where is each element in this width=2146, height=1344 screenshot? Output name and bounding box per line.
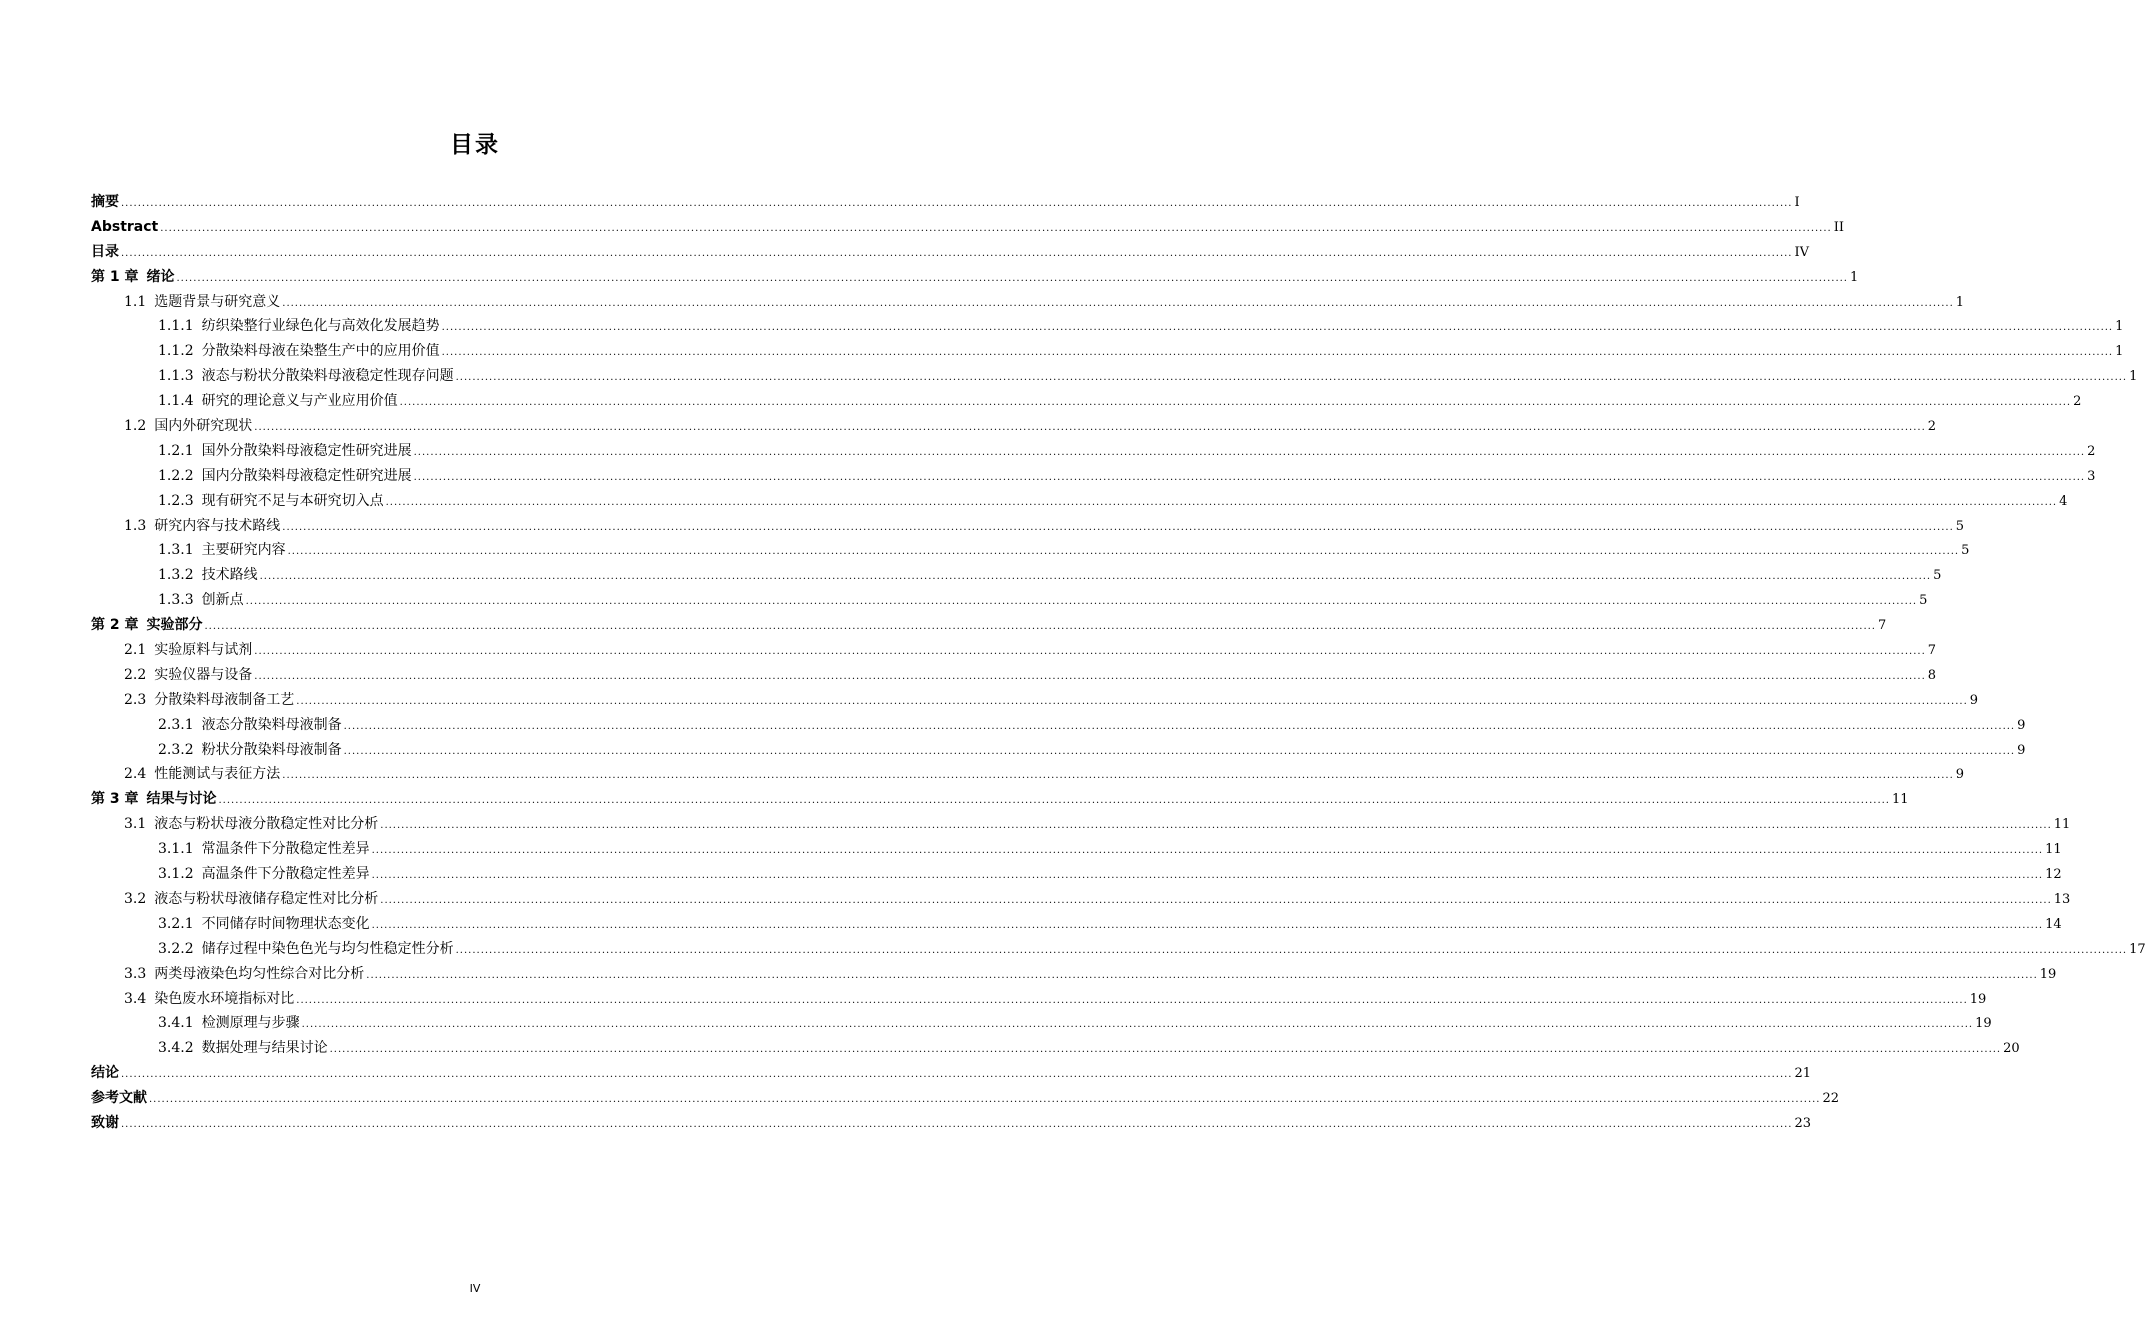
toc-entry-page: 9 (1969, 692, 1979, 708)
toc-dot-leader: ................................................................................................................................................................................................................................................................................................................................................................................................................ (259, 571, 1932, 583)
toc-dot-leader: ................................................................................................................................................................................................................................................................................................................................................................................................................ (254, 422, 1926, 434)
toc-entry-text: 纺织染整行业绿色化与高效化发展趋势 (201, 318, 440, 335)
toc-entry[interactable] (91, 762, 1965, 787)
toc-entry-page: 7 (1927, 643, 1937, 659)
toc-entry-number: 1.1 (124, 293, 147, 310)
toc-entry-page: 5 (1933, 568, 1942, 584)
toc-entry[interactable] (91, 190, 1800, 215)
toc-entry[interactable] (91, 439, 2096, 464)
toc-dot-leader: ................................................................................................................................................................................................................................................................................................................................................................................................................ (121, 1069, 1793, 1081)
toc-entry-text: 研究内容与技术路线 (154, 517, 281, 534)
toc-entry-page: 8 (1927, 667, 1937, 683)
toc-entry-page: 19 (1975, 1016, 1992, 1032)
toc-entry[interactable] (91, 1036, 2020, 1061)
toc-entry-text: 摘要 (91, 194, 119, 210)
page-number: IV (469, 1282, 481, 1295)
toc-entry-number: 3.1.1 (158, 841, 194, 858)
toc-entry-text: 分散染料母液在染整生产中的应用价值 (201, 343, 440, 360)
toc-entry-number: 2.3 (124, 691, 147, 708)
toc-entry-page: 11 (2053, 817, 2071, 833)
toc-dot-leader: ................................................................................................................................................................................................................................................................................................................................................................................................................ (149, 1094, 1821, 1106)
toc-entry-number: 1.1.3 (158, 368, 194, 385)
toc-entry[interactable] (91, 987, 1987, 1012)
toc-entry-page: 3 (2087, 468, 2096, 484)
toc-entry-text: Abstract (91, 218, 159, 235)
toc-entry-number: 1.2.2 (158, 467, 194, 484)
toc-entry[interactable] (91, 563, 1942, 588)
toc-dot-leader: ................................................................................................................................................................................................................................................................................................................................................................................................................ (441, 347, 2114, 359)
toc-entry-title (158, 339, 440, 364)
toc-entry[interactable] (91, 937, 2146, 962)
toc-entry-title (91, 215, 158, 240)
toc-entry-number: 3.1.2 (158, 866, 194, 883)
toc-entry-number: 2.4 (124, 766, 147, 783)
toc-entry-text: 结果与讨论 (146, 791, 217, 808)
toc-entry-number: 2.3.1 (158, 716, 194, 733)
toc-entry-title (124, 414, 252, 439)
toc-entry-number: 2.2 (124, 666, 147, 683)
toc-entry-text: 技术路线 (201, 567, 258, 584)
toc-entry-page: 22 (1822, 1091, 1840, 1107)
toc-entry-title (158, 464, 412, 489)
toc-entry-title (158, 837, 370, 862)
toc-entry-page: 1 (2115, 344, 2124, 360)
toc-dot-leader: ................................................................................................................................................................................................................................................................................................................................................................................................................ (343, 745, 2016, 757)
toc-entry[interactable] (91, 389, 2082, 414)
toc-entry[interactable] (91, 314, 2124, 339)
toc-entry-page: 9 (1955, 767, 1965, 783)
toc-entry[interactable] (91, 464, 2096, 489)
toc-entry-page: 5 (1961, 543, 1970, 559)
toc-entry-text: 选题背景与研究意义 (154, 293, 281, 310)
toc-entry[interactable] (91, 240, 1810, 265)
toc-dot-leader: ................................................................................................................................................................................................................................................................................................................................................................................................................ (385, 496, 2058, 508)
toc-entry-page: 5 (1919, 593, 1928, 609)
toc-entry-page: I (1794, 195, 1800, 210)
toc-dot-leader: ................................................................................................................................................................................................................................................................................................................................................................................................................ (121, 247, 1793, 259)
toc-entry-title (158, 1011, 300, 1036)
toc-entry-title (124, 688, 294, 713)
toc-entry[interactable] (91, 215, 1844, 240)
toc-entry-page: 20 (2003, 1041, 2020, 1057)
toc-entry[interactable] (91, 1011, 1992, 1036)
toc-entry[interactable] (91, 364, 2138, 389)
toc-entry-text: 结论 (91, 1065, 119, 1082)
toc-entry-title (158, 1036, 328, 1061)
toc-entry-number: 3.2.1 (158, 915, 194, 932)
toc-entry-text: 液态与粉状母液储存稳定性对比分析 (154, 890, 379, 907)
toc-dot-leader: ................................................................................................................................................................................................................................................................................................................................................................................................................ (176, 272, 1848, 284)
toc-entry-text: 现有研究不足与本研究切入点 (201, 492, 384, 509)
toc-entry-text: 染色废水环境指标对比 (154, 990, 295, 1007)
toc-entry-title (124, 887, 378, 912)
toc-dot-leader: ................................................................................................................................................................................................................................................................................................................................................................................................................ (287, 546, 1960, 558)
toc-entry[interactable] (91, 588, 1928, 613)
toc-entry-text: 国外分散染料母液稳定性研究进展 (201, 442, 412, 459)
toc-entry-page: 9 (2017, 742, 2026, 758)
toc-dot-leader: ................................................................................................................................................................................................................................................................................................................................................................................................................ (441, 322, 2114, 334)
toc-entry-page: 1 (2129, 369, 2138, 385)
toc-entry[interactable] (91, 812, 2071, 837)
toc-entry-text: 两类母液染色均匀性综合对比分析 (154, 965, 365, 982)
toc-dot-leader: ................................................................................................................................................................................................................................................................................................................................................................................................................ (301, 1019, 1974, 1031)
toc-entry-page: IV (1794, 244, 1810, 260)
table-of-contents (91, 190, 2146, 1136)
toc-entry-text: 分散染料母液制备工艺 (154, 691, 295, 708)
toc-entry-title (124, 514, 280, 539)
toc-entry[interactable] (91, 638, 1937, 663)
toc-entry-number: 1.1.2 (158, 343, 194, 360)
toc-entry-page: 11 (2045, 842, 2062, 858)
toc-entry-number: 1.3.3 (158, 592, 194, 609)
toc-entry[interactable] (91, 489, 2068, 514)
toc-entry[interactable] (91, 414, 1937, 439)
toc-entry[interactable] (91, 613, 1887, 638)
toc-entry-title (124, 290, 280, 315)
toc-entry-page: 19 (2039, 966, 2057, 982)
toc-dot-leader: ................................................................................................................................................................................................................................................................................................................................................................................................................ (399, 397, 2072, 409)
toc-entry-page: 1 (1955, 294, 1965, 310)
toc-entry-number: 2.1 (124, 642, 147, 659)
toc-entry-number: 第 3 章 (91, 791, 139, 808)
toc-entry-text: 液态与粉状母液分散稳定性对比分析 (154, 816, 379, 833)
toc-entry[interactable] (91, 887, 2071, 912)
toc-entry-number: 3.4.2 (158, 1040, 194, 1057)
toc-entry-title (158, 713, 342, 738)
toc-entry-number: 3.4.1 (158, 1015, 194, 1032)
toc-entry-text: 性能测试与表征方法 (154, 766, 281, 783)
toc-dot-leader: ................................................................................................................................................................................................................................................................................................................................................................................................................ (254, 670, 1926, 682)
toc-entry[interactable] (91, 912, 2062, 937)
toc-entry-text: 数据处理与结果讨论 (201, 1040, 328, 1057)
toc-entry-text: 检测原理与步骤 (201, 1015, 300, 1032)
toc-entry-title (91, 1086, 147, 1111)
toc-entry-title (158, 588, 244, 613)
toc-entry-title (158, 489, 384, 514)
toc-entry-page: 5 (1955, 518, 1965, 534)
toc-entry-text: 储存过程中染色色光与均匀性稳定性分析 (201, 940, 454, 957)
toc-dot-leader: ................................................................................................................................................................................................................................................................................................................................................................................................................ (343, 720, 2016, 732)
toc-dot-leader: ................................................................................................................................................................................................................................................................................................................................................................................................................ (371, 870, 2044, 882)
toc-entry-title (124, 638, 252, 663)
toc-dot-leader: ................................................................................................................................................................................................................................................................................................................................................................................................................ (380, 820, 2052, 832)
toc-dot-leader: ................................................................................................................................................................................................................................................................................................................................................................................................................ (204, 621, 1876, 633)
toc-entry-title (158, 563, 258, 588)
toc-entry[interactable] (91, 1061, 1812, 1086)
toc-entry-page: 7 (1877, 618, 1887, 634)
toc-entry-title (158, 862, 370, 887)
toc-entry-text: 目录 (91, 243, 119, 260)
toc-entry-page: 9 (2017, 717, 2026, 733)
toc-dot-leader: ................................................................................................................................................................................................................................................................................................................................................................................................................ (371, 919, 2044, 931)
toc-entry-text: 实验仪器与设备 (154, 666, 253, 683)
toc-entry-number: 3.1 (124, 816, 147, 833)
toc-dot-leader: ................................................................................................................................................................................................................................................................................................................................................................................................................ (254, 646, 1926, 658)
toc-entry-text: 绪论 (146, 268, 175, 285)
toc-entry-text: 实验原料与试剂 (154, 642, 253, 659)
toc-dot-leader: ................................................................................................................................................................................................................................................................................................................................................................................................................ (366, 969, 2038, 981)
toc-entry-text: 研究的理论意义与产业应用价值 (201, 393, 398, 410)
toc-entry-number: 1.1.4 (158, 393, 194, 410)
toc-entry-page: 21 (1794, 1066, 1812, 1082)
toc-entry-number: 第 2 章 (91, 617, 139, 634)
toc-entry-page: 2 (1927, 419, 1937, 435)
toc-dot-leader: ................................................................................................................................................................................................................................................................................................................................................................................................................ (296, 994, 1968, 1006)
toc-entry-title (158, 364, 454, 389)
toc-entry[interactable] (91, 290, 1965, 315)
toc-entry-number: 第 1 章 (91, 268, 139, 285)
toc-entry[interactable] (91, 1111, 1812, 1136)
toc-entry-title (158, 439, 412, 464)
toc-dot-leader: ................................................................................................................................................................................................................................................................................................................................................................................................................ (455, 372, 2128, 384)
toc-entry-title (158, 912, 370, 937)
toc-entry-title (124, 762, 280, 787)
toc-dot-leader: ................................................................................................................................................................................................................................................................................................................................................................................................................ (245, 596, 1918, 608)
toc-entry[interactable] (91, 962, 2057, 987)
toc-dot-leader: ................................................................................................................................................................................................................................................................................................................................................................................................................ (121, 198, 1793, 209)
toc-entry[interactable] (91, 663, 1937, 688)
toc-entry-text: 创新点 (201, 592, 244, 609)
toc-entry-page: 12 (2045, 867, 2062, 883)
toc-entry-page: 19 (1969, 991, 1987, 1007)
toc-entry-title (91, 240, 119, 265)
toc-entry-number: 1.3 (124, 517, 147, 534)
toc-entry-text: 国内分散染料母液稳定性研究进展 (201, 467, 412, 484)
toc-entry-title (124, 962, 364, 987)
toc-entry-page: 1 (1849, 269, 1859, 285)
toc-entry-page: 14 (2045, 916, 2062, 932)
toc-entry-page: 23 (1794, 1115, 1812, 1131)
toc-dot-leader: ................................................................................................................................................................................................................................................................................................................................................................................................................ (296, 695, 1968, 707)
toc-entry-page: 2 (2087, 443, 2096, 459)
toc-entry[interactable] (91, 339, 2124, 364)
toc-entry-text: 实验部分 (146, 617, 203, 634)
toc-dot-leader: ................................................................................................................................................................................................................................................................................................................................................................................................................ (218, 795, 1890, 807)
toc-entry-number: 1.2 (124, 418, 147, 435)
toc-entry[interactable] (91, 862, 2062, 887)
toc-entry-title (124, 987, 294, 1012)
toc-entry-page: 17 (2129, 941, 2146, 957)
toc-entry-page: 4 (2059, 493, 2068, 509)
toc-entry-number: 3.3 (124, 965, 147, 982)
toc-entry-text: 国内外研究现状 (154, 418, 253, 435)
toc-entry-title (91, 613, 203, 638)
toc-entry-number: 3.2.2 (158, 940, 194, 957)
toc-entry-text: 参考文献 (91, 1090, 147, 1107)
toc-entry-number: 1.2.1 (158, 442, 194, 459)
toc-dot-leader: ................................................................................................................................................................................................................................................................................................................................................................................................................ (282, 297, 1954, 309)
toc-entry-title (158, 314, 440, 339)
toc-entry-text: 主要研究内容 (201, 542, 286, 559)
page-title: 目录 (450, 132, 500, 158)
toc-entry-title (91, 265, 175, 290)
toc-entry-number: 2.3.2 (158, 741, 194, 758)
toc-entry-page: 2 (2073, 394, 2082, 410)
toc-entry[interactable] (91, 514, 1965, 539)
toc-entry-text: 液态与粉状分散染料母液稳定性现存问题 (201, 368, 454, 385)
toc-entry-title (158, 937, 454, 962)
toc-entry-title (91, 1111, 119, 1136)
toc-entry[interactable] (91, 538, 1970, 563)
toc-dot-leader: ................................................................................................................................................................................................................................................................................................................................................................................................................ (413, 446, 2086, 458)
toc-entry-text: 致谢 (91, 1114, 119, 1131)
toc-entry[interactable] (91, 738, 2026, 763)
toc-entry-title (158, 538, 286, 563)
toc-entry-number: 1.3.1 (158, 542, 194, 559)
toc-dot-leader: ................................................................................................................................................................................................................................................................................................................................................................................................................ (121, 1118, 1793, 1130)
toc-entry-text: 不同储存时间物理状态变化 (201, 915, 370, 932)
toc-entry-page: 11 (1891, 792, 1909, 808)
toc-entry[interactable] (91, 787, 1909, 812)
toc-entry-page: 13 (2053, 891, 2071, 907)
toc-dot-leader: ................................................................................................................................................................................................................................................................................................................................................................................................................ (380, 894, 2052, 906)
toc-dot-leader: ................................................................................................................................................................................................................................................................................................................................................................................................................ (371, 845, 2044, 857)
toc-entry-title (158, 389, 398, 414)
toc-dot-leader: ................................................................................................................................................................................................................................................................................................................................................................................................................ (160, 222, 1832, 234)
toc-dot-leader: ................................................................................................................................................................................................................................................................................................................................................................................................................ (329, 1044, 2002, 1056)
toc-entry-page: 1 (2115, 319, 2124, 335)
toc-entry-number: 1.1.1 (158, 318, 194, 335)
toc-entry[interactable] (91, 688, 1979, 713)
toc-entry[interactable] (91, 837, 2062, 862)
toc-entry[interactable] (91, 713, 2026, 738)
toc-entry-text: 液态分散染料母液制备 (201, 716, 342, 733)
toc-entry-text: 常温条件下分散稳定性差异 (201, 841, 370, 858)
toc-entry-title (91, 787, 217, 812)
toc-entry-title (91, 1061, 119, 1086)
toc-entry-number: 3.2 (124, 890, 147, 907)
toc-entry-title (91, 190, 119, 215)
toc-entry-title (158, 738, 342, 763)
toc-entry[interactable] (91, 265, 1859, 290)
toc-entry-number: 1.3.2 (158, 567, 194, 584)
toc-dot-leader: ................................................................................................................................................................................................................................................................................................................................................................................................................ (455, 944, 2128, 956)
toc-entry-title (124, 812, 378, 837)
toc-entry[interactable] (91, 1086, 1840, 1111)
toc-entry-text: 高温条件下分散稳定性差异 (201, 866, 370, 883)
toc-entry-title (124, 663, 252, 688)
toc-entry-text: 粉状分散染料母液制备 (201, 741, 342, 758)
toc-entry-number: 1.2.3 (158, 492, 194, 509)
toc-entry-page: II (1833, 219, 1844, 235)
toc-dot-leader: ................................................................................................................................................................................................................................................................................................................................................................................................................ (282, 770, 1954, 782)
toc-dot-leader: ................................................................................................................................................................................................................................................................................................................................................................................................................ (413, 471, 2086, 483)
toc-dot-leader: ................................................................................................................................................................................................................................................................................................................................................................................................................ (282, 521, 1954, 533)
toc-entry-number: 3.4 (124, 990, 147, 1007)
